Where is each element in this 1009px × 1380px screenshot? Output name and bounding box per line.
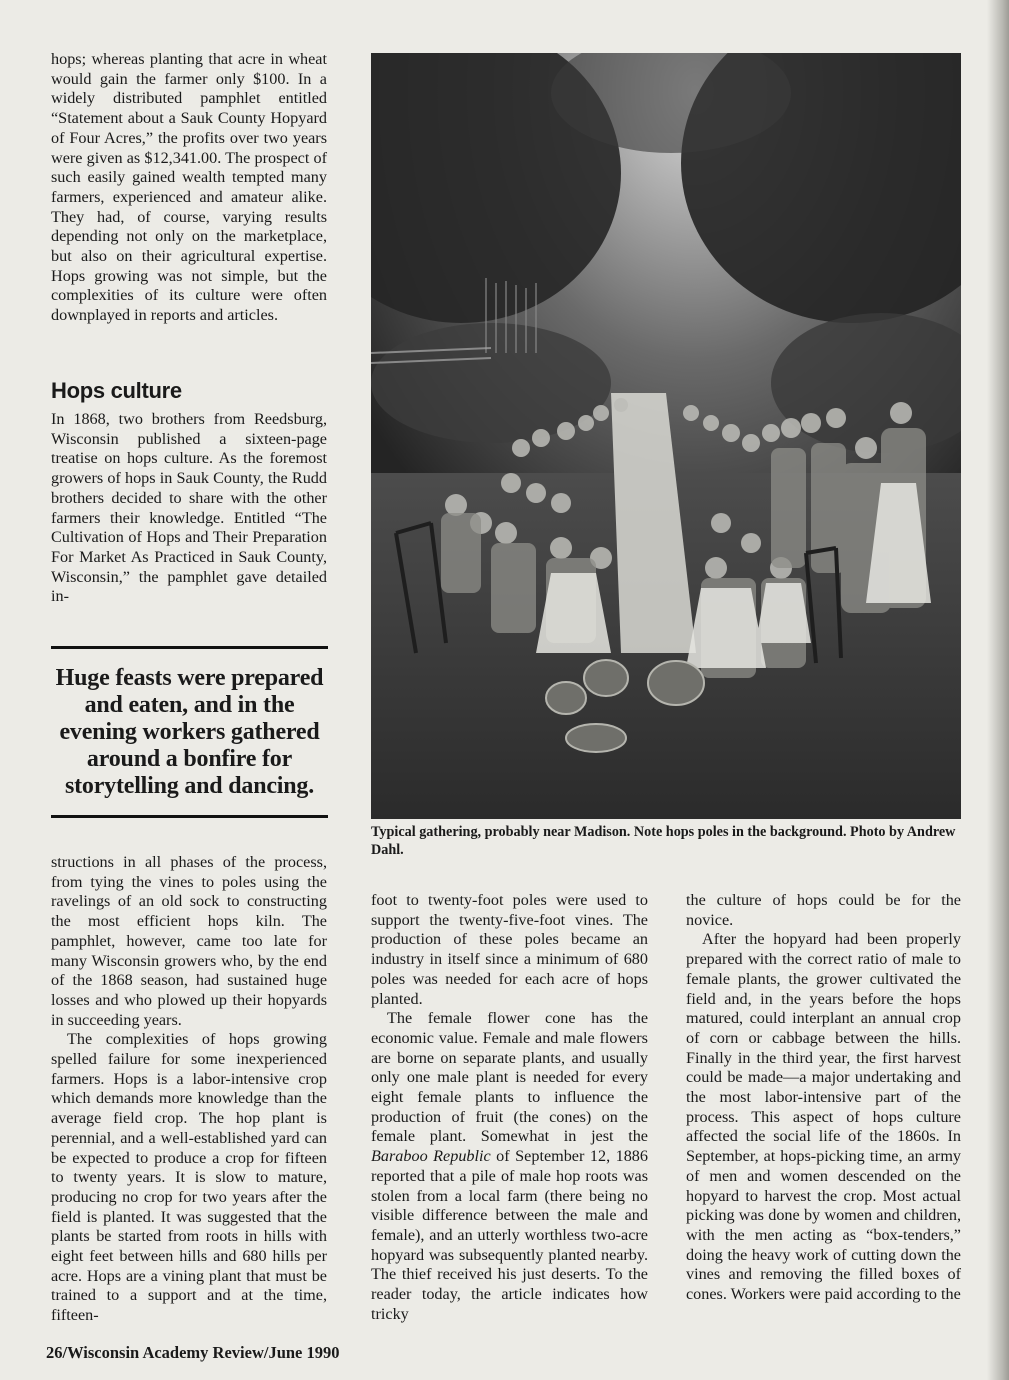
- paragraph: The complexities of hops growing spelled failure for some inexperienced farmers. Hops is a labor-intensive crop which demands more knowledge than the average field crop. The hop plant is perennial, and a well-established yard can be expected to produce a crop for fifteen to twenty years. It is slow to mature, producing no crop for two years after the field is planted. It was suggested that the plants be started from roots in hills with eight feet between hills and 680 hills per acre. Hops are a vining plant that must be trained to a support and at the time, fifteen-: [51, 1030, 327, 1325]
- newspaper-title: Baraboo Republic: [371, 1147, 491, 1166]
- paragraph: structions in all phases of the process, from tying the vines to poles using the ravelings of an old sock to constructing the most efficient hops kiln. The pamphlet, however, came too late for many Wisconsin growers who, by the end of the 1868 season, had sustained huge losses and who plowed up their hopyards in succeeding years.: [51, 853, 327, 1029]
- paragraph: hops; whereas planting that acre in wheat would gain the farmer only $100. In a widely distributed pamphlet entitled “Statement about a Sauk County Hopyard of Four Acres,” the profits over two years were given as $12,341.00. The prospect of such easily gained wealth tempted many farmers, experienced and amateur alike. They had, of course, varying results depending not only on the marketplace, but also on their agricultural expertise. Hops growing was not simple, but the complexities of its culture were often downplayed in reports and articles.: [51, 50, 327, 325]
- article-column-right: [686, 891, 961, 1305]
- article-column-left-middle: [51, 410, 327, 607]
- pullquote-top-rule: [51, 646, 328, 649]
- paragraph: [371, 1009, 648, 1324]
- paragraph: the culture of hops could be for the novice.: [686, 891, 961, 929]
- photo-caption: Typical gathering, probably near Madison. Note hops poles in the background. Photo by Andrew Dahl.: [371, 824, 956, 858]
- paragraph: After the hopyard had been properly prepared with the correct ratio of male to female plants, the grower cultivated the field and, in the years before the hops matured, could interplant an annual crop of corn or cabbage between the hills. Finally in the third year, the first harvest could be made—a major undertaking and the most labor-intensive part of the process. This aspect of hops culture affected the social life of the 1860s. In September, at hops-picking time, an army of men and women descended on the hopyard to harvest the crop. Most actual picking was done by women and children, with the men acting as “box-tenders,” doing the heavy work of cutting down the vines and removing the filled boxes of cones. Workers were paid according to the: [686, 930, 961, 1304]
- photo-illustration: [371, 53, 961, 819]
- pullquote-bottom-rule: [51, 815, 328, 818]
- pull-quote: Huge feasts were prepared and eaten, and in the evening workers gathered around a bonfire for storytelling and dancing.: [55, 665, 324, 799]
- historical-photo: [371, 53, 961, 819]
- paragraph: foot to twenty-foot poles were used to support the twenty-five-foot vines. The production of these poles became an industry in itself since a minimum of 680 poles was needed for each acre of hops planted.: [371, 891, 648, 1008]
- paragraph: In 1868, two brothers from Reedsburg, Wisconsin published a sixteen-page treatise on hops culture. As the foremost growers of hops in Sauk County, the Rudd brothers decided to share with the other farmers their knowledge. Entitled “The Cultivation of Hops and Their Preparation For Market As Practiced in Sauk County, Wisconsin,” the pamphlet gave detailed in-: [51, 410, 327, 606]
- article-column-left-top: [51, 50, 327, 326]
- paragraph-text: of September 12, 1886 reported that a pile of male hop roots was stolen from a local farm (there being no visible difference between the male and female), and an utterly worthless two-acre hopyard was subsequently planted nearby. The thief received his just deserts. To the reader today, the article indicates how tricky: [371, 1147, 648, 1323]
- paragraph-text: The female flower cone has the economic value. Female and male flowers are borne on separate plants, and usually only one male plant is needed for every eight female plants to influence the production of fruit (the cones) on the female plant. Somewhat in jest the: [371, 1009, 648, 1146]
- article-column-left-bottom: [51, 853, 327, 1326]
- section-heading: Hops culture: [51, 378, 182, 403]
- page-footer: 26/Wisconsin Academy Review/June 1990: [46, 1343, 340, 1362]
- page-edge-shadow: [987, 0, 1009, 1380]
- article-column-middle: [371, 891, 648, 1324]
